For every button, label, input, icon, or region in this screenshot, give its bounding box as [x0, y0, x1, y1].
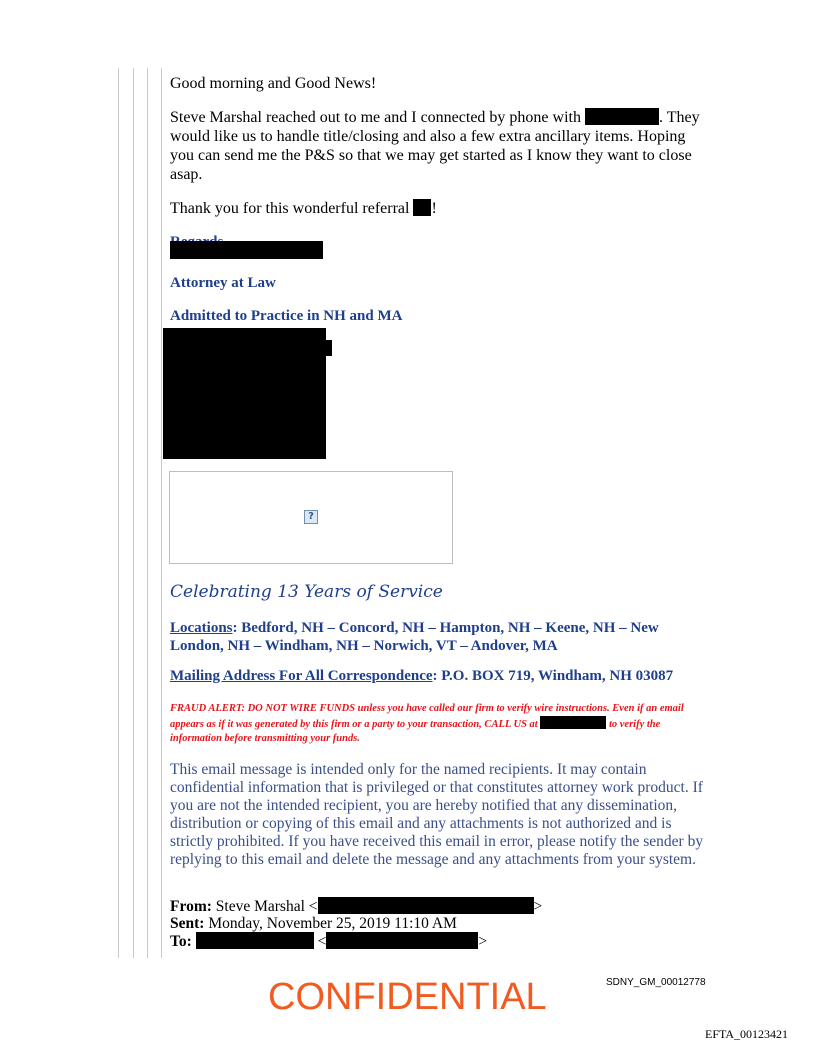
locations-label: Locations	[170, 620, 233, 636]
mailing-address: Mailing Address For All Correspondence: P.O. BOX 719, Windham, NH 03087	[170, 668, 674, 684]
signature-admitted: Admitted to Practice in NH and MA	[170, 308, 403, 324]
redaction-email	[318, 897, 534, 914]
redaction	[585, 108, 659, 125]
redaction-signature-block	[163, 328, 326, 459]
redaction-phone	[540, 716, 606, 729]
quote-bar-4	[161, 68, 162, 958]
locations: Locations: Bedford, NH – Concord, NH – Hampton, NH – Keene, NH – New London, NH – Windham, NH – Norwich, VT – Andover, MA	[170, 620, 659, 654]
body-paragraph: Steve Marshal reached out to me and I connected by phone with . They would like us to handle title/closing and also a few extra ancillary items. Hoping you can send me the P&S so that we may get started as I know they want to close asap.	[170, 109, 700, 183]
quote-bar-3	[147, 68, 148, 958]
from-line: From: Steve Marshal < >	[170, 898, 543, 915]
thanks-line: Thank you for this wonderful referral !	[170, 200, 437, 217]
logo-image-placeholder	[169, 471, 453, 564]
fraud-alert: FRAUD ALERT: DO NOT WIRE FUNDS unless you have called our firm to verify wire instructions. Even if an email appears as if it was generated by this firm or a party to your transaction, CALL US at to verify the information before transmitting your funds.	[170, 703, 684, 744]
confidential-stamp: CONFIDENTIAL	[268, 976, 547, 1018]
redaction-signature-line	[320, 340, 332, 356]
broken-image-icon: ?	[304, 510, 318, 524]
bates-number-efta: EFTA_00123421	[705, 1027, 789, 1041]
sent-line: Sent: Monday, November 25, 2019 11:10 AM	[170, 915, 457, 932]
email-body	[170, 74, 710, 252]
redaction-signature-name	[170, 241, 323, 259]
forwarded-header	[170, 897, 710, 950]
redaction	[413, 199, 431, 216]
bates-number-sdny: SDNY_GM_00012778	[606, 977, 706, 988]
redaction-to-email	[326, 932, 478, 949]
confidentiality-notice: This email message is intended only for the named recipients. It may contain confidential information that is privileged or that constitutes attorney work product. If you are not the intended recipient, you are hereby notified that any dissemination, distribution or copying of this email and any attachments is not authorized and is strictly prohibited. If you have received this email in error, please notify the sender by replying to this email and delete the message and any attachments from your system.	[170, 761, 704, 868]
to-line: To: < >	[170, 933, 488, 950]
signature-title: Attorney at Law	[170, 275, 276, 291]
celebrating-tagline: Celebrating 13 Years of Service	[170, 582, 443, 602]
mailing-label: Mailing Address For All Correspondence	[170, 668, 433, 684]
redaction-to-name	[196, 932, 314, 949]
greeting: Good morning and Good News!	[170, 75, 377, 92]
quote-bar-1	[118, 68, 119, 958]
quote-bar-2	[133, 68, 134, 958]
